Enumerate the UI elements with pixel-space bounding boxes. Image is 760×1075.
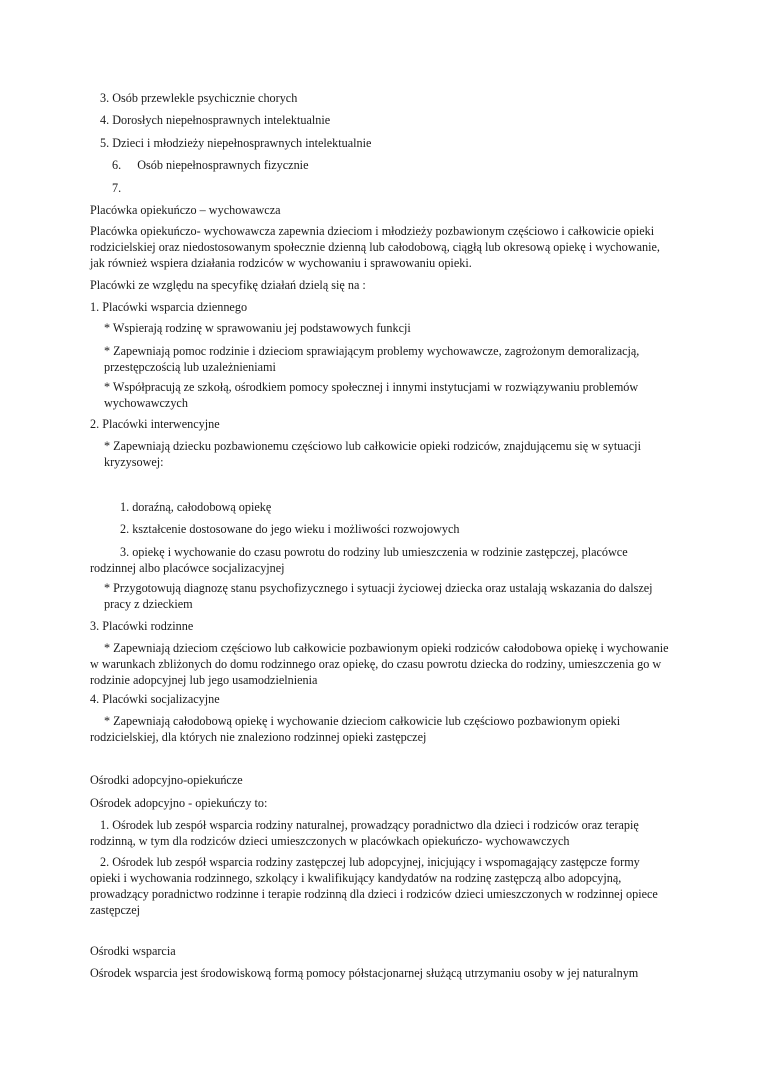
section-heading-wsparcia: Ośrodki wsparcia xyxy=(90,944,176,958)
placowka-division-intro: Placówki ze względu na specyfikę działań dzielą się na : xyxy=(90,278,366,292)
wsparcia-text: Ośrodek wsparcia jest środowiskową formą pomocy półstacjonarnej służącą utrzymaniu osoby w jej naturalnym xyxy=(90,966,639,980)
type-1-point-2: * Zapewniają pomoc rodzinie i dzieciom sprawiającym problemy wychowawcze, zagrożonym demoralizacją, przestępczością lub uzależnieniami xyxy=(104,344,640,374)
adopcyjne-item-1: 1. Ośrodek lub zespół wsparcia rodziny naturalnej, prowadzący poradnictwo dla dzieci i rodziców oraz terapię rodzinną, w tym dla rodziców dzieci umieszczonych w placówkach opiekuńczo- wychowawczych xyxy=(90,818,639,848)
type-title-2: 2. Placówki interwencyjne xyxy=(90,417,220,431)
type-2-point-2: * Przygotowują diagnozę stanu psychofizycznego i sytuacji życiowej dziecka oraz ustalają wskazania do dalszej pracy z dzieckiem xyxy=(104,581,653,611)
list-item-6 xyxy=(112,157,702,173)
list-item-6-number: 6. xyxy=(112,158,122,172)
type-title-3: 3. Placówki rodzinne xyxy=(90,619,194,633)
type-2-point-1: * Zapewniają dziecku pozbawionemu częściowo lub całkowicie opieki rodziców, znajdującemu się w sytuacji kryzysowej: xyxy=(104,439,641,469)
type-3-point-1: * Zapewniają dzieciom częściowo lub całkowicie pozbawionym opieki rodziców całodobowa opiekę i wychowanie w warunkach zbliżonych do domu rodzinnego oraz opiekę, do czasu powrotu dziecka do rodziny, umieszczenia go w rodzinie adopcyjnej lub jego usamodzielnienia xyxy=(90,641,669,687)
type-2-subpoint-2: 2. kształcenie dostosowane do jego wieku i możliwości rozwojowych xyxy=(120,522,460,536)
list-item-6-text: Osób niepełnosprawnych fizycznie xyxy=(137,158,309,172)
type-title-1: 1. Placówki wsparcia dziennego xyxy=(90,300,248,314)
list-item-4: 4. Dorosłych niepełnosprawnych intelektualnie xyxy=(100,113,331,127)
type-1-point-1: * Wspierają rodzinę w sprawowaniu jej podstawowych funkcji xyxy=(104,321,411,335)
placowka-definition: Placówka opiekuńczo- wychowawcza zapewnia dzieciom i młodzieży pozbawionym częściowo i całkowicie opieki rodzicielskiej oraz niedostosowanym społecznie dzienną lub całodobową, ciągłą lub okresową opiekę i wychowanie, jak również wspiera działania rodziców w wychowaniu i sprawowaniu opieki. xyxy=(90,224,660,270)
type-2-subpoint-3: 3. opiekę i wychowanie do czasu powrotu do rodziny lub umieszczenia w rodzinie zastępczej, placówce rodzinnej albo placówce socjalizacyjnej xyxy=(90,545,628,575)
adopcyjne-intro: Ośrodek adopcyjno - opiekuńczy to: xyxy=(90,796,268,810)
list-item-7: 7. xyxy=(112,181,122,195)
section-heading-adopcyjne: Ośrodki adopcyjno-opiekuńcze xyxy=(90,773,243,787)
type-2-subpoint-1: 1. doraźną, całodobową opiekę xyxy=(120,500,272,514)
section-heading-placowka: Placówka opiekuńczo – wychowawcza xyxy=(90,203,281,217)
list-item-5: 5. Dzieci i młodzieży niepełnosprawnych intelektualnie xyxy=(100,136,372,150)
adopcyjne-item-2: 2. Ośrodek lub zespół wsparcia rodziny zastępczej lub adopcyjnej, inicjujący i wspomagający zastępcze formy opieki i wychowania rodzinnego, szkolący i kwalifikujący kandydatów na rodzinę zastępczą albo adopcyjną, prowadzący poradnictwo rodzinne i terapie rodzinną dla dzieci i rodziców dzieci umieszczonych w rodzinnej opiece zastępczej xyxy=(90,855,658,917)
type-4-point-1: * Zapewniają całodobową opiekę i wychowanie dzieciom całkowicie lub częściowo pozbawionym opieki rodzicielskiej, dla których nie znaleziono rodzinnej opieki zastępczej xyxy=(90,714,621,744)
list-item-3: 3. Osób przewlekle psychicznie chorych xyxy=(100,91,298,105)
type-title-4: 4. Placówki socjalizacyjne xyxy=(90,692,220,706)
type-1-point-3: * Współpracują ze szkołą, ośrodkiem pomocy społecznej i innymi instytucjami w rozwiązywaniu problemów wychowawczych xyxy=(104,380,639,410)
